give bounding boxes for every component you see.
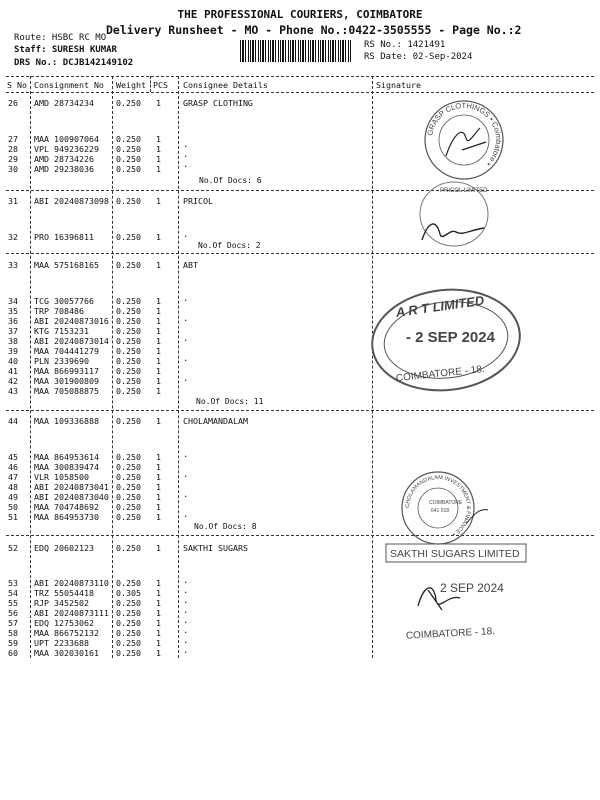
row-weight: 0.305 xyxy=(116,588,141,598)
row-pcs: 1 xyxy=(156,260,161,270)
dot-mark: . xyxy=(183,510,189,520)
row-consignment: MAA 100907064 xyxy=(34,134,99,144)
row-sno: 33 xyxy=(8,260,18,270)
row-weight: 0.250 xyxy=(116,638,141,648)
row-pcs: 1 xyxy=(156,164,161,174)
row-sno: 29 xyxy=(8,154,18,164)
row-weight: 0.250 xyxy=(116,376,141,386)
row-weight: 0.250 xyxy=(116,472,141,482)
row-consignment: AMD 29238036 xyxy=(34,164,94,174)
column-divider xyxy=(178,76,179,658)
row-weight: 0.250 xyxy=(116,492,141,502)
row-pcs: 1 xyxy=(156,598,161,608)
row-pcs: 1 xyxy=(156,356,161,366)
dot-mark: . xyxy=(183,294,189,304)
dot-mark: . xyxy=(183,150,189,160)
row-weight: 0.250 xyxy=(116,98,141,108)
row-pcs: 1 xyxy=(156,296,161,306)
dot-mark: . xyxy=(183,616,189,626)
row-weight: 0.250 xyxy=(116,543,141,553)
group-separator xyxy=(6,253,594,254)
row-weight: 0.250 xyxy=(116,578,141,588)
row-pcs: 1 xyxy=(156,196,161,206)
dot-mark: . xyxy=(183,470,189,480)
dot-mark: . xyxy=(183,314,189,324)
row-weight: 0.250 xyxy=(116,296,141,306)
dot-mark: . xyxy=(183,374,189,384)
row-pcs: 1 xyxy=(156,578,161,588)
dot-mark: . xyxy=(183,160,189,170)
row-sno: 42 xyxy=(8,376,18,386)
row-consignment: ABI 20240873041 xyxy=(34,482,109,492)
row-consignment: ABI 20240873098 xyxy=(34,196,109,206)
row-pcs: 1 xyxy=(156,134,161,144)
row-pcs: 1 xyxy=(156,154,161,164)
row-pcs: 1 xyxy=(156,336,161,346)
row-consignment: TRP 708486 xyxy=(34,306,84,316)
row-pcs: 1 xyxy=(156,306,161,316)
row-sno: 54 xyxy=(8,588,18,598)
rs-number: RS No.: 1421491 xyxy=(364,40,446,50)
row-consignment: MAA 864953730 xyxy=(34,512,99,522)
row-sno: 50 xyxy=(8,502,18,512)
row-pcs: 1 xyxy=(156,346,161,356)
dot-mark: . xyxy=(183,490,189,500)
row-weight: 0.250 xyxy=(116,144,141,154)
row-sno: 27 xyxy=(8,134,18,144)
row-consignment: TCG 30057766 xyxy=(34,296,94,306)
consignee-name: PRICOL xyxy=(183,196,213,206)
row-sno: 26 xyxy=(8,98,18,108)
row-weight: 0.250 xyxy=(116,154,141,164)
consignee-name: ABT xyxy=(183,260,198,270)
row-sno: 55 xyxy=(8,598,18,608)
row-weight: 0.250 xyxy=(116,196,141,206)
row-pcs: 1 xyxy=(156,316,161,326)
svg-text:PRICOL LIMITED: PRICOL LIMITED xyxy=(440,188,488,194)
row-consignment: MAA 300839474 xyxy=(34,462,99,472)
svg-text:COIMBATORE - 18.: COIMBATORE - 18. xyxy=(395,363,486,385)
row-consignment: KTG 7153231 xyxy=(34,326,89,336)
dot-mark: . xyxy=(183,626,189,636)
dot-mark: . xyxy=(183,586,189,596)
svg-text:2 SEP 2024: 2 SEP 2024 xyxy=(440,581,504,595)
row-sno: 59 xyxy=(8,638,18,648)
dot-mark: . xyxy=(183,576,189,586)
row-sno: 58 xyxy=(8,628,18,638)
dot-mark: . xyxy=(183,596,189,606)
row-consignment: RJP 3452502 xyxy=(34,598,89,608)
row-sno: 43 xyxy=(8,386,18,396)
row-consignment: MAA 302030161 xyxy=(34,648,99,658)
dot-mark: . xyxy=(183,230,189,240)
column-divider xyxy=(30,76,31,658)
group-separator xyxy=(6,535,594,536)
row-sno: 49 xyxy=(8,492,18,502)
row-pcs: 1 xyxy=(156,588,161,598)
row-consignment: ABI 20240873014 xyxy=(34,336,109,346)
row-consignment: EDQ 12753062 xyxy=(34,618,94,628)
dot-mark: . xyxy=(183,450,189,460)
row-consignment: VLR 1058500 xyxy=(34,472,89,482)
row-sno: 46 xyxy=(8,462,18,472)
row-weight: 0.250 xyxy=(116,326,141,336)
row-consignment: MAA 866993117 xyxy=(34,366,99,376)
row-consignment: ABI 20240873016 xyxy=(34,316,109,326)
row-pcs: 1 xyxy=(156,98,161,108)
table-top-border xyxy=(6,76,594,77)
group-separator xyxy=(6,410,594,411)
row-sno: 34 xyxy=(8,296,18,306)
row-sno: 52 xyxy=(8,543,18,553)
no-of-docs: No.Of Docs: 2 xyxy=(198,241,261,250)
row-pcs: 1 xyxy=(156,386,161,396)
row-consignment: MAA 864953614 xyxy=(34,452,99,462)
dot-mark: . xyxy=(183,334,189,344)
row-weight: 0.250 xyxy=(116,482,141,492)
row-sno: 35 xyxy=(8,306,18,316)
row-consignment: VPL 949236229 xyxy=(34,144,99,154)
drs-number: DRS No.: DCJB142149102 xyxy=(14,58,134,68)
row-weight: 0.250 xyxy=(116,462,141,472)
route-label: Route: HSBC RC MO xyxy=(14,33,107,43)
group-separator xyxy=(6,190,594,191)
row-consignment: AMD 28734234 xyxy=(34,98,94,108)
row-sno: 44 xyxy=(8,416,18,426)
no-of-docs: No.Of Docs: 8 xyxy=(194,522,257,531)
staff-label: Staff: SURESH KUMAR xyxy=(14,45,117,55)
row-weight: 0.250 xyxy=(116,598,141,608)
row-consignment: ABI 20240873111 xyxy=(34,608,109,618)
row-pcs: 1 xyxy=(156,648,161,658)
row-weight: 0.250 xyxy=(116,416,141,426)
row-weight: 0.250 xyxy=(116,306,141,316)
row-weight: 0.250 xyxy=(116,356,141,366)
row-consignment: ABI 20240873110 xyxy=(34,578,109,588)
row-sno: 45 xyxy=(8,452,18,462)
column-header-sno: S No xyxy=(7,80,27,90)
row-sno: 32 xyxy=(8,232,18,242)
row-sno: 37 xyxy=(8,326,18,336)
column-header-consignee: Consignee Details xyxy=(183,80,268,90)
row-consignment: TRZ 55054418 xyxy=(34,588,94,598)
row-weight: 0.250 xyxy=(116,232,141,242)
row-weight: 0.250 xyxy=(116,452,141,462)
row-weight: 0.250 xyxy=(116,134,141,144)
row-consignment: MAA 704748692 xyxy=(34,502,99,512)
svg-text:CHOLAMANDALAM INVESTMENT & FIN: CHOLAMANDALAM INVESTMENT & FINANCE • xyxy=(404,474,472,537)
grasp-clothing-stamp xyxy=(422,98,506,182)
row-sno: 41 xyxy=(8,366,18,376)
row-pcs: 1 xyxy=(156,232,161,242)
sakthi-sugars-stamp xyxy=(378,540,528,646)
dot-mark: . xyxy=(183,140,189,150)
pricol-stamp xyxy=(410,178,494,252)
row-sno: 48 xyxy=(8,482,18,492)
row-consignment: EDQ 20602123 xyxy=(34,543,94,553)
row-consignment: PLN 2339690 xyxy=(34,356,89,366)
svg-text:641 018: 641 018 xyxy=(431,508,450,514)
svg-text:COIMBATORE - 18.: COIMBATORE - 18. xyxy=(405,626,496,642)
dot-mark: . xyxy=(183,354,189,364)
column-header-pcs: PCS xyxy=(153,80,168,90)
row-weight: 0.250 xyxy=(116,336,141,346)
svg-text:SAKTHI SUGARS LIMITED: SAKTHI SUGARS LIMITED xyxy=(390,548,520,560)
runsheet-title: Delivery Runsheet - MO - Phone No.:0422-3505555 - Page No.:2 xyxy=(106,23,522,37)
column-divider xyxy=(150,76,151,92)
svg-text:GRASP CLOTHINGS • Coimbatore •: GRASP CLOTHINGS • Coimbatore • xyxy=(425,100,504,169)
row-sno: 53 xyxy=(8,578,18,588)
no-of-docs: No.Of Docs: 6 xyxy=(199,176,262,185)
row-sno: 31 xyxy=(8,196,18,206)
row-consignment: MAA 705088875 xyxy=(34,386,99,396)
row-pcs: 1 xyxy=(156,608,161,618)
row-sno: 56 xyxy=(8,608,18,618)
art-limited-stamp xyxy=(366,284,526,402)
row-pcs: 1 xyxy=(156,543,161,553)
row-weight: 0.250 xyxy=(116,618,141,628)
column-header-signature: Signature xyxy=(376,80,421,90)
row-pcs: 1 xyxy=(156,472,161,482)
company-title: THE PROFESSIONAL COURIERS, COIMBATORE xyxy=(177,8,423,21)
barcode xyxy=(240,40,352,62)
row-weight: 0.250 xyxy=(116,502,141,512)
row-pcs: 1 xyxy=(156,326,161,336)
row-sno: 40 xyxy=(8,356,18,366)
row-weight: 0.250 xyxy=(116,648,141,658)
row-consignment: MAA 575168165 xyxy=(34,260,99,270)
svg-text:COIMBATORE: COIMBATORE xyxy=(429,500,463,506)
row-weight: 0.250 xyxy=(116,260,141,270)
row-weight: 0.250 xyxy=(116,512,141,522)
row-consignment: MAA 301900809 xyxy=(34,376,99,386)
row-sno: 47 xyxy=(8,472,18,482)
row-weight: 0.250 xyxy=(116,164,141,174)
row-pcs: 1 xyxy=(156,512,161,522)
row-pcs: 1 xyxy=(156,492,161,502)
row-sno: 60 xyxy=(8,648,18,658)
row-weight: 0.250 xyxy=(116,346,141,356)
row-sno: 39 xyxy=(8,346,18,356)
row-consignment: UPT 2233688 xyxy=(34,638,89,648)
row-consignment: MAA 704441279 xyxy=(34,346,99,356)
row-sno: 36 xyxy=(8,316,18,326)
column-divider xyxy=(112,76,113,658)
dot-mark: . xyxy=(183,636,189,646)
row-weight: 0.250 xyxy=(116,628,141,638)
no-of-docs: No.Of Docs: 11 xyxy=(196,397,264,406)
row-consignment: MAA 866752132 xyxy=(34,628,99,638)
row-pcs: 1 xyxy=(156,482,161,492)
row-pcs: 1 xyxy=(156,416,161,426)
row-weight: 0.250 xyxy=(116,608,141,618)
consignee-name: SAKTHI SUGARS xyxy=(183,543,248,553)
row-sno: 38 xyxy=(8,336,18,346)
cholamandalam-stamp xyxy=(396,464,496,552)
rs-date: RS Date: 02-Sep-2024 xyxy=(364,52,473,62)
row-pcs: 1 xyxy=(156,502,161,512)
row-sno: 51 xyxy=(8,512,18,522)
row-sno: 28 xyxy=(8,144,18,154)
svg-text:A R T LIMITED: A R T LIMITED xyxy=(394,292,486,320)
row-sno: 30 xyxy=(8,164,18,174)
svg-text:- 2 SEP 2024: - 2 SEP 2024 xyxy=(406,329,495,346)
row-pcs: 1 xyxy=(156,366,161,376)
column-header-consignment: Consignment No xyxy=(34,80,104,90)
row-weight: 0.250 xyxy=(116,316,141,326)
dot-mark: . xyxy=(183,606,189,616)
row-pcs: 1 xyxy=(156,618,161,628)
row-pcs: 1 xyxy=(156,376,161,386)
table-header-border xyxy=(6,92,594,93)
row-weight: 0.250 xyxy=(116,386,141,396)
row-pcs: 1 xyxy=(156,144,161,154)
row-pcs: 1 xyxy=(156,638,161,648)
column-header-weight: Weight xyxy=(116,80,146,90)
row-pcs: 1 xyxy=(156,628,161,638)
row-consignment: ABI 20240873040 xyxy=(34,492,109,502)
dot-mark: . xyxy=(183,646,189,656)
row-consignment: AMD 28734226 xyxy=(34,154,94,164)
row-consignment: PRO 16396811 xyxy=(34,232,94,242)
row-consignment: MAA 109336888 xyxy=(34,416,99,426)
row-sno: 57 xyxy=(8,618,18,628)
consignee-name: GRASP CLOTHING xyxy=(183,98,253,108)
consignee-name: CHOLAMANDALAM xyxy=(183,416,248,426)
row-pcs: 1 xyxy=(156,462,161,472)
row-weight: 0.250 xyxy=(116,366,141,376)
row-pcs: 1 xyxy=(156,452,161,462)
